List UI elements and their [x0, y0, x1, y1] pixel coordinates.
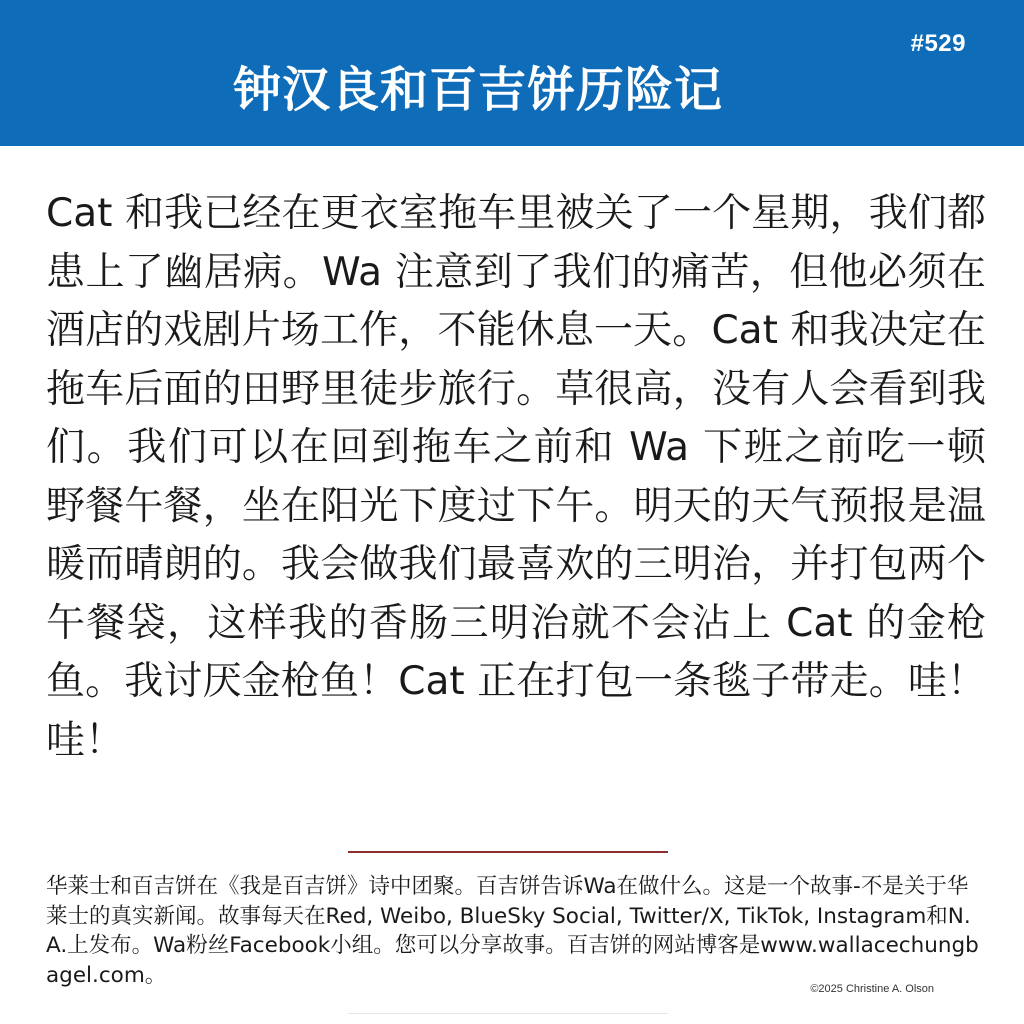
issue-number: #529: [910, 30, 966, 57]
copyright-notice: ©2025 Christine A. Olson: [810, 983, 934, 995]
story-text: Cat 和我已经在更衣室拖车里被关了一个星期，我们都患上了幽居病。Wa 注意到了我们的痛苦，但他必须在酒店的戏剧片场工作，不能休息一天。Cat 和我决定在拖车后面的田野里徒步旅行。草很高，没有人会看到我们。我们可以在回到拖车之前和 Wa 下班之前吃一顿野餐午餐，坐在阳光下度过下午。明天的天气预报是温暖而晴朗的。我会做我们最喜欢的三明治，并打包两个午餐袋，这样我的香肠三明治就不会沾上 Cat 的金枪鱼。我讨厌金枪鱼！Cat 正在打包一条毯子带走。哇！哇！: [46, 191, 986, 763]
section-divider: [348, 851, 668, 853]
title-banner: [0, 0, 1024, 146]
page-title: 钟汉良和百吉饼历险记: [232, 62, 723, 118]
footer-note: 华莱士和百吉饼在《我是百吉饼》诗中团聚。百吉饼告诉Wa在做什么。这是一个故事-不是关于华莱士的真实新闻。故事每天在Red, Weibo, BlueSky Social, Twitter/X, TikTok, Instagram和N.A.上发布。Wa粉丝Facebook小组。您可以分享故事。百吉饼的网站博客是www.wallacechungbagel.com。: [46, 874, 979, 988]
bottom-rule: [348, 1013, 668, 1014]
